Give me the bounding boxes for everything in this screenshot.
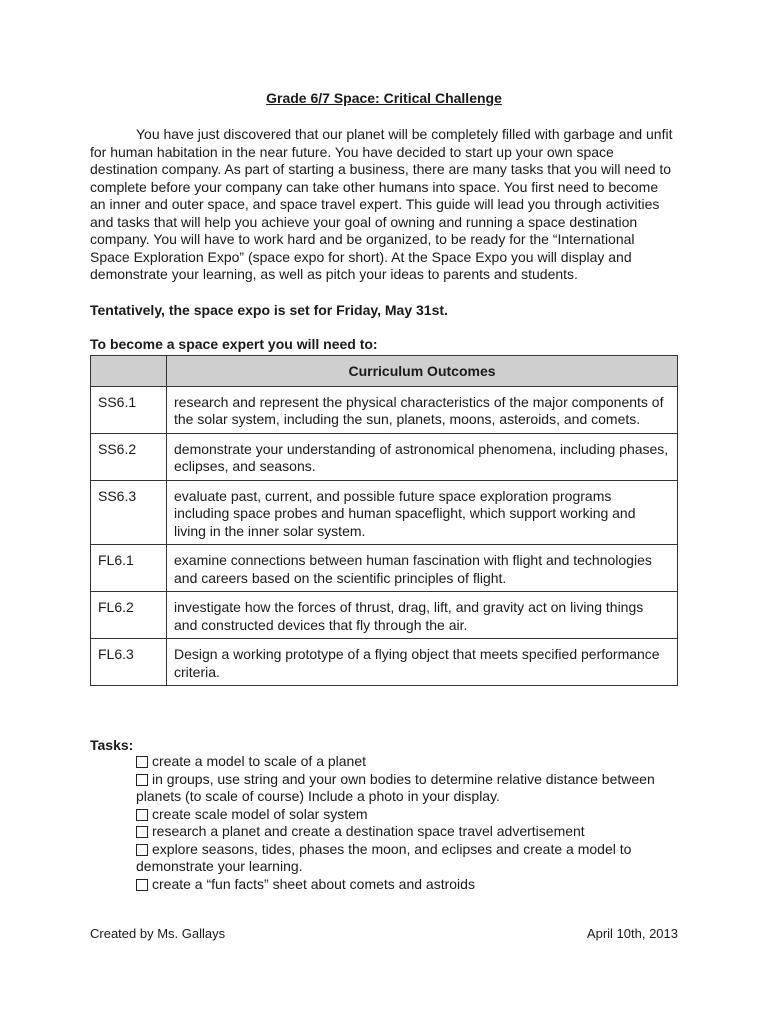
outcome-text: Design a working prototype of a flying object that meets specified performance criteria. (167, 639, 678, 686)
outcome-text: evaluate past, current, and possible future space exploration programs including space probes and human spaceflight, which support working and living in the inner solar system. (167, 480, 678, 545)
outcome-text: investigate how the forces of thrust, drag, lift, and gravity act on living things and constructed devices that fly through the air. (167, 592, 678, 639)
task-item (136, 876, 684, 894)
intro-paragraph (90, 126, 674, 284)
checkbox[interactable] (136, 809, 148, 821)
task-text: create scale model of solar system (152, 805, 368, 822)
outcome-code: FL6.3 (91, 639, 167, 686)
checkbox[interactable] (136, 844, 148, 856)
outcome-code: SS6.1 (91, 386, 167, 433)
page-title: Grade 6/7 Space: Critical Challenge (266, 90, 502, 106)
footer-author: Created by Ms. Gallays (90, 926, 226, 941)
table-row (91, 639, 678, 686)
outcome-code: SS6.2 (91, 433, 167, 480)
table-header-row (91, 356, 678, 387)
table-row (91, 433, 678, 480)
checkbox[interactable] (136, 774, 148, 786)
table-row (91, 545, 678, 592)
table-row (91, 386, 678, 433)
header-code-cell (91, 356, 167, 387)
table-row (91, 480, 678, 545)
checkbox[interactable] (136, 879, 148, 891)
curriculum-outcomes-table (90, 355, 678, 686)
outcome-text: examine connections between human fascination with flight and technologies and careers based on the scientific principles of flight. (167, 545, 678, 592)
outcome-text: demonstrate your understanding of astronomical phenomena, including phases, eclipses, and seasons. (167, 433, 678, 480)
footer-date: April 10th, 2013 (586, 926, 678, 941)
task-text: create a model to scale of a planet (152, 753, 367, 769)
task-item (136, 841, 684, 876)
task-text: create a “fun facts” sheet about comets and astroids (152, 875, 475, 892)
expo-date-note: Tentatively, the space expo is set for Friday, May 31st. (90, 302, 448, 318)
outcomes-heading: To become a space expert you will need to: (90, 336, 378, 352)
header-outcomes-cell: Curriculum Outcomes (167, 356, 678, 387)
task-list (136, 753, 684, 893)
outcome-code: FL6.1 (91, 545, 167, 592)
outcome-code: SS6.3 (91, 480, 167, 545)
tasks-heading: Tasks: (90, 737, 134, 753)
outcome-text: research and represent the physical characteristics of the major components of the solar system, including the sun, planets, moons, asteroids, and comets. (167, 386, 678, 433)
outcome-code: FL6.2 (91, 592, 167, 639)
task-text: explore seasons, tides, phases the moon, and eclipses and create a model to demonstrate your learning. (136, 840, 632, 874)
task-item (136, 823, 684, 841)
task-text: in groups, use string and your own bodies to determine relative distance between planets (to scale of course) Include a photo in your display. (136, 770, 655, 804)
task-item (136, 771, 684, 806)
intro-text: You have just discovered that our planet will be completely filled with garbage and unfit for human habitation in the near future. You have decided to start up your own space destination company. As part of starting a business, there are many tasks that you will need to complete before your company can take other humans into space. You first need to become an inner and outer space, and space travel expert. This guide will lead you through activities and tasks that will help you achieve your goal of owning and running a space destination company. You will have to work hard and be organized, to be ready for the “International Space Exploration Expo” (space expo for short). At the Space Expo you will display and demonstrate your learning, as well as pitch your ideas to parents and students. (90, 126, 673, 282)
checkbox[interactable] (136, 756, 148, 768)
task-item (136, 753, 684, 771)
table-row (91, 592, 678, 639)
checkbox[interactable] (136, 826, 148, 838)
task-text: research a planet and create a destination space travel advertisement (152, 823, 585, 839)
task-item (136, 806, 684, 824)
